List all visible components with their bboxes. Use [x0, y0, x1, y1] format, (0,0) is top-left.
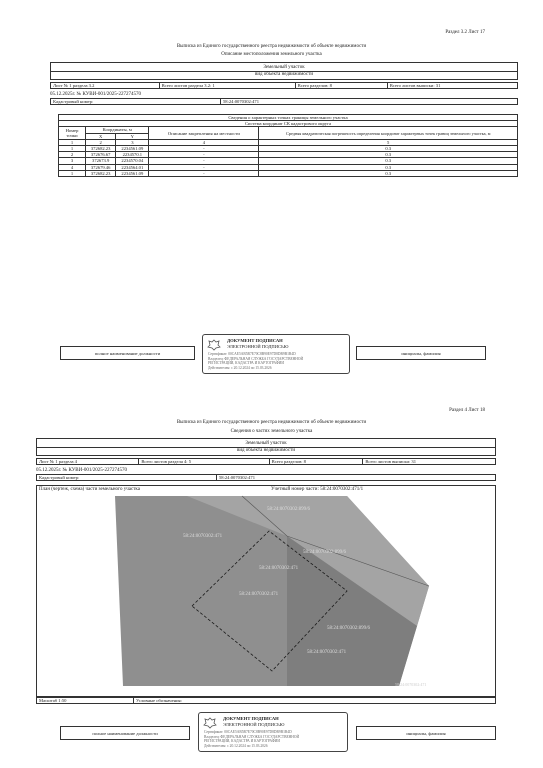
object-type-box [36, 438, 496, 456]
coord-x: 372682.23 [86, 170, 116, 176]
coord-x: 372679.46 [86, 164, 116, 170]
legend-table [36, 697, 496, 704]
legend-label: Условные обозначения: [134, 698, 496, 704]
date-number: 05.12.2025г. № КУВИ-001/2025-227274570 [36, 468, 127, 473]
error-value: 0.3 [259, 164, 518, 170]
cadastral-table [36, 474, 496, 481]
stamp-line: РЕГИСТРАЦИИ, КАДАСТРА И КАРТОГРАФИИ [204, 739, 280, 743]
coord-y: 2234561.09 [116, 146, 149, 152]
account-number: Учетный номер части: 58:24:0070302:471/1 [271, 487, 364, 492]
cadastral-table [50, 98, 518, 105]
plan-box [36, 485, 496, 697]
initials-label: инициалы, фамилия [406, 731, 446, 736]
total-sections: Всего разделов: 8 [269, 459, 363, 465]
col-num: 2 [86, 139, 116, 145]
coord-y: 2234570.04 [116, 158, 149, 164]
boundary-points-table [58, 114, 518, 177]
col-point: Номер точки [59, 127, 86, 139]
error-value: 0.3 [259, 152, 518, 158]
error-value: 0.3 [259, 158, 518, 164]
cadastral-number: 58:24:0070302:471 [217, 475, 496, 481]
position-label: полное наименование должности [92, 731, 158, 736]
col-num: 3 [116, 139, 149, 145]
signature-position-box [60, 726, 190, 740]
sheets-in-section: Всего листов раздела 4: 5 [139, 459, 269, 465]
map-label: 58:24:0070302:899/6 [267, 507, 311, 512]
sheet-section: Лист № 1 раздела 3.2 [51, 83, 160, 89]
object-kind: вид объекта недвижимости [51, 71, 517, 78]
signature-position-box [60, 346, 195, 360]
document-subtitle: Сведения о частях земельного участка [230, 429, 313, 434]
e-signature-stamp [202, 334, 350, 374]
coord-system: Система координат СК кадастрового округа [59, 121, 518, 127]
object-type: Земельный участок [245, 441, 287, 446]
map-label: 58:24:0070302:471 [239, 592, 279, 597]
col-desc: Описание закрепления на местности [149, 127, 259, 139]
coord-x: 372676.67 [86, 152, 116, 158]
object-type-box [50, 62, 518, 80]
signature-name-box [356, 726, 496, 740]
error-value: 0.3 [259, 170, 518, 176]
stamp-line: Владелец: ФЕДЕРАЛЬНАЯ СЛУЖБА ГОСУДАРСТВЕННОЙ [208, 356, 304, 361]
col-error: Средняя квадратическая погрешность определения координат характерных точек границ земельного участка, м [259, 127, 518, 139]
stamp-line: Действителен: с 20.12.2024 по 15.03.2026 [208, 365, 272, 370]
coord-x: 372682.23 [86, 146, 116, 152]
document-title: Выписка из Единого государственного реестра недвижимости об объекте недвижимости [176, 44, 367, 49]
total-sheets: Всего листов выписки: 31 [363, 459, 496, 465]
cadastral-number: 58:24:0070302:471 [221, 99, 518, 105]
col-num: 1 [59, 139, 86, 145]
signature-name-box [356, 346, 486, 360]
fixing-desc: - [149, 146, 259, 152]
col-num: 4 [149, 139, 259, 145]
fixing-desc: - [149, 158, 259, 164]
stamp-line: Сертификат: 00CAE5AB5B7E70C8B90E97D8DB9B1B4D [204, 730, 292, 734]
scale-label: Масштаб 1:50 [37, 698, 134, 704]
map-label: 58:24:0070302:899/6 [303, 550, 347, 555]
fixing-desc: - [149, 170, 259, 176]
col-x: X [86, 133, 116, 139]
object-kind: вид объекта недвижимости [37, 447, 495, 454]
emblem-icon [207, 338, 221, 350]
sheet-info-table [36, 458, 496, 465]
col-y: Y [116, 133, 149, 139]
map-label: 58:24:0070302:471 [183, 534, 223, 539]
boundary-title: Сведения о характерных точках границы земельного участка [59, 115, 518, 121]
stamp-line: Сертификат: 00CAE5AB5B7E70C8B90E97D8DB9B1B4D [208, 352, 296, 356]
point-number: 2 [59, 152, 86, 158]
section-label: Раздел 3.2 Лист 17 [445, 30, 485, 35]
date-number: 05.12.2025г. № КУВИ-001/2025-227274570 [50, 92, 141, 97]
document-subtitle: Описание местоположения земельного участка [221, 52, 322, 57]
point-number: 3 [59, 158, 86, 164]
stamp-subtitle: ЭЛЕКТРОННОЙ ПОДПИСЬЮ [223, 722, 285, 727]
coord-x: 372673.9 [86, 158, 116, 164]
sheet-section: Лист № 1 раздела 4 [37, 459, 139, 465]
coord-y: 2234564.01 [116, 164, 149, 170]
stamp-line: Владелец: ФЕДЕРАЛЬНАЯ СЛУЖБА ГОСУДАРСТВЕННОЙ [204, 734, 300, 739]
emblem-icon [203, 716, 217, 728]
initials-label: инициалы, фамилия [401, 351, 441, 356]
map-label: 58:24:0070302:471 [395, 682, 427, 687]
fixing-desc: - [149, 164, 259, 170]
object-type: Земельный участок [263, 65, 305, 70]
cadastral-label: Кадастровый номер: [51, 99, 221, 105]
stamp-line: РЕГИСТРАЦИИ, КАДАСТРА И КАРТОГРАФИИ [208, 361, 284, 365]
e-signature-stamp [198, 712, 348, 752]
total-sheets: Всего листов выписки: 31 [387, 83, 517, 89]
map-label: 58:24:0070302:899/6 [327, 626, 371, 631]
table-row [59, 170, 518, 176]
coord-y: 2234570.1 [116, 152, 149, 158]
stamp-title: ДОКУМЕНТ ПОДПИСАН [223, 716, 279, 721]
document-title: Выписка из Единого государственного реестра недвижимости об объекте недвижимости [176, 420, 367, 425]
sheets-in-section: Всего листов раздела 3.2: 1 [159, 83, 295, 89]
error-value: 0.3 [259, 146, 518, 152]
point-number: 1 [59, 170, 86, 176]
stamp-subtitle: ЭЛЕКТРОННОЙ ПОДПИСЬЮ [227, 344, 289, 349]
sheet-info-table [50, 82, 518, 89]
col-coords: Координаты, м [86, 127, 149, 133]
map-label: 58:24:0070302:471 [259, 566, 299, 571]
stamp-line: Действителен: с 20.12.2024 по 15.03.2026 [204, 743, 268, 748]
col-num: 5 [259, 139, 518, 145]
position-label: полное наименование должности [94, 351, 161, 356]
point-number: 4 [59, 164, 86, 170]
point-number: 1 [59, 146, 86, 152]
total-sections: Всего разделов: 8 [295, 83, 387, 89]
cadastral-label: Кадастровый номер: [37, 475, 217, 481]
map-label: 58:24:0070302:471 [307, 650, 347, 655]
stamp-title: ДОКУМЕНТ ПОДПИСАН [227, 338, 283, 343]
fixing-desc: - [149, 152, 259, 158]
section-label: Раздел 4 Лист 18 [449, 408, 485, 413]
coord-y: 2234561.09 [116, 170, 149, 176]
plan-label: План (чертеж, схема) части земельного участка [39, 487, 140, 492]
